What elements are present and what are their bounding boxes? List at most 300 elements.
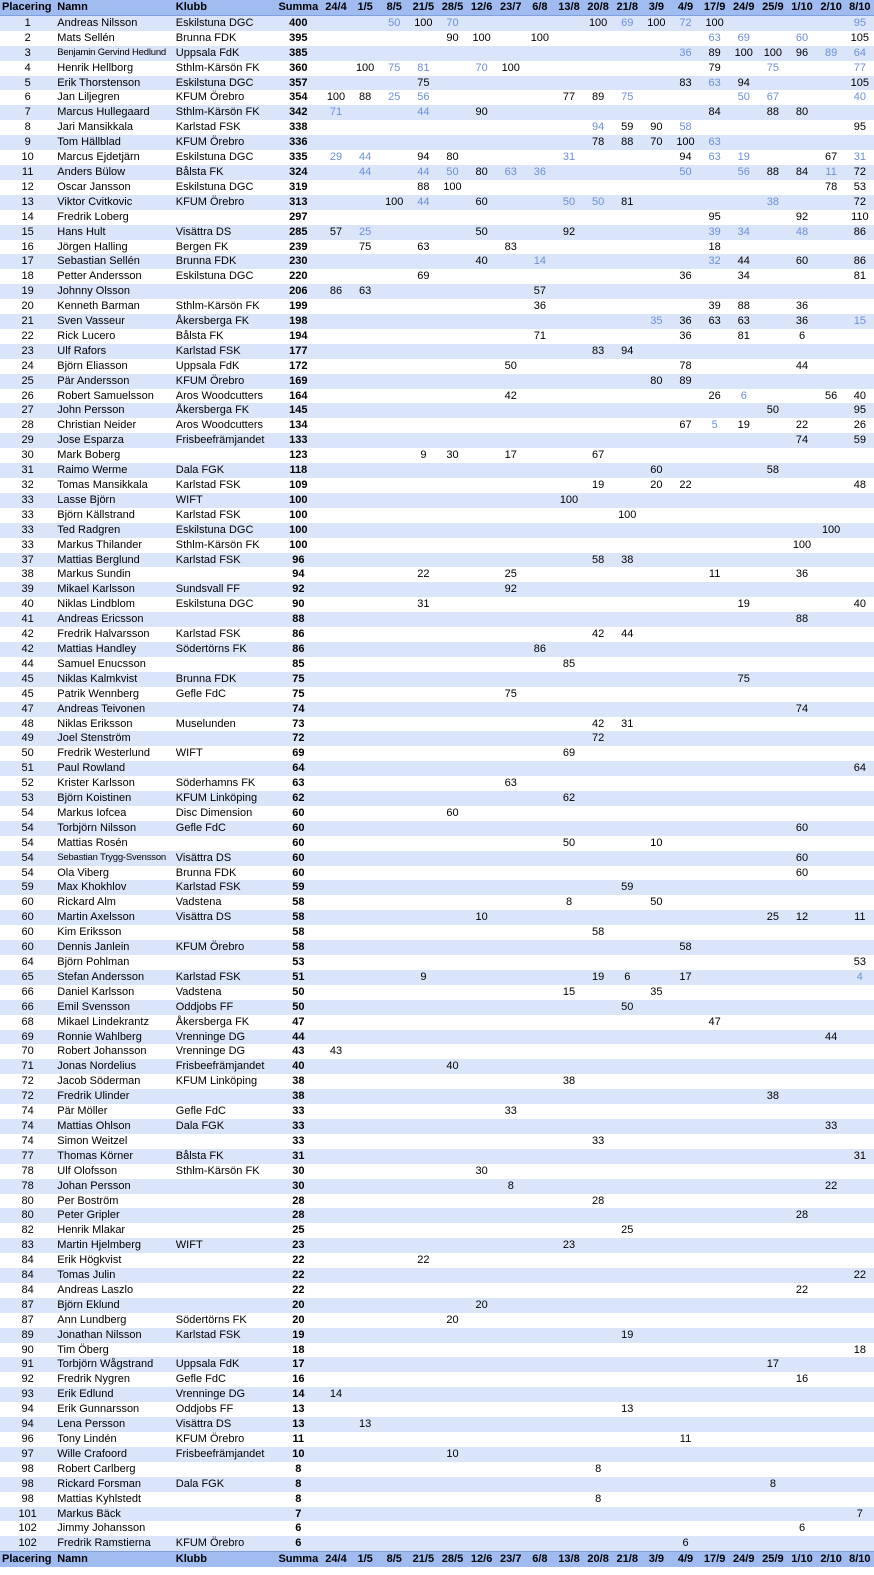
footer-col-header-name: Namn — [55, 1552, 174, 1567]
score-cell — [438, 1179, 467, 1194]
score-cell — [584, 1223, 613, 1238]
score-cell — [467, 1149, 496, 1164]
score-cell: 63 — [496, 165, 525, 180]
score-cell — [700, 717, 729, 732]
score-cell — [496, 791, 525, 806]
score-cell — [496, 1194, 525, 1209]
score-cell: 33 — [817, 1119, 846, 1134]
col-header-date: 21/5 — [409, 0, 438, 15]
score-cell — [729, 746, 758, 761]
score-cell — [787, 90, 816, 105]
score-cell: 100 — [351, 61, 380, 76]
club-cell: KFUM Linköping — [174, 1074, 275, 1089]
score-cell — [321, 582, 350, 597]
score-cell — [321, 1179, 350, 1194]
sum-cell: 319 — [275, 180, 321, 195]
table-row — [0, 448, 874, 463]
score-cell — [554, 135, 583, 150]
score-cell — [554, 597, 583, 612]
score-cell — [525, 1089, 554, 1104]
score-cell — [671, 880, 700, 895]
place-cell: 30 — [0, 448, 55, 463]
score-cell — [321, 1238, 350, 1253]
score-cell — [671, 1343, 700, 1358]
player-name-cell: Lena Persson — [55, 1417, 174, 1432]
score-cell — [729, 240, 758, 255]
place-cell: 98 — [0, 1492, 55, 1507]
score-cell — [846, 657, 874, 672]
club-cell: Södertörns FK — [174, 642, 275, 657]
score-cell — [817, 1387, 846, 1402]
table-row — [0, 1283, 874, 1298]
score-cell — [613, 910, 642, 925]
score-cell — [321, 1283, 350, 1298]
table-row — [0, 731, 874, 746]
place-cell: 40 — [0, 597, 55, 612]
score-cell — [642, 180, 671, 195]
score-cell: 50 — [467, 225, 496, 240]
score-cell — [321, 1328, 350, 1343]
score-cell — [700, 731, 729, 746]
player-name-cell: Tomas Mansikkala — [55, 478, 174, 493]
score-cell — [700, 1208, 729, 1223]
score-cell — [321, 866, 350, 881]
score-cell — [321, 910, 350, 925]
score-cell — [351, 299, 380, 314]
score-cell: 64 — [846, 761, 874, 776]
score-cell — [817, 1223, 846, 1238]
player-name-cell: Jacob Söderman — [55, 1074, 174, 1089]
score-cell — [351, 1313, 380, 1328]
table-row — [0, 1372, 874, 1387]
score-cell: 25 — [613, 1223, 642, 1238]
score-cell — [787, 940, 816, 955]
score-cell — [351, 1283, 380, 1298]
score-cell: 5 — [700, 418, 729, 433]
score-cell — [700, 746, 729, 761]
score-cell — [846, 1432, 874, 1447]
score-cell — [642, 1492, 671, 1507]
score-cell — [787, 880, 816, 895]
score-cell — [817, 1044, 846, 1059]
score-cell: 75 — [613, 90, 642, 105]
club-cell: Åkersberga FK — [174, 1015, 275, 1030]
score-cell — [787, 553, 816, 568]
score-cell — [787, 672, 816, 687]
score-cell — [409, 955, 438, 970]
score-cell — [496, 299, 525, 314]
score-cell — [438, 1507, 467, 1522]
place-cell: 8 — [0, 120, 55, 135]
header-row — [0, 0, 874, 15]
score-cell — [438, 478, 467, 493]
score-cell — [554, 1492, 583, 1507]
score-cell — [671, 567, 700, 582]
sum-cell: 230 — [275, 254, 321, 269]
score-cell — [642, 642, 671, 657]
player-name-cell: Petter Andersson — [55, 269, 174, 284]
score-cell: 43 — [321, 1044, 350, 1059]
score-cell: 38 — [613, 553, 642, 568]
score-cell: 12 — [787, 910, 816, 925]
score-cell: 44 — [729, 254, 758, 269]
player-name-cell: Fredrik Nygren — [55, 1372, 174, 1387]
score-cell: 53 — [846, 955, 874, 970]
score-cell: 9 — [409, 970, 438, 985]
score-cell — [380, 403, 409, 418]
score-cell — [409, 418, 438, 433]
score-cell — [409, 1208, 438, 1223]
score-cell — [351, 985, 380, 1000]
score-cell — [817, 418, 846, 433]
score-cell — [351, 1343, 380, 1358]
score-cell — [846, 1030, 874, 1045]
player-name-cell: Markus Thilander — [55, 538, 174, 553]
score-cell — [438, 314, 467, 329]
place-cell: 91 — [0, 1357, 55, 1372]
score-cell — [584, 1328, 613, 1343]
score-cell — [613, 597, 642, 612]
score-cell — [554, 254, 583, 269]
score-cell — [613, 1253, 642, 1268]
score-cell — [380, 478, 409, 493]
player-name-cell: Pär Möller — [55, 1104, 174, 1119]
footer-col-header-date: 20/8 — [584, 1552, 613, 1567]
score-cell — [758, 806, 787, 821]
score-cell — [467, 1432, 496, 1447]
score-cell — [729, 105, 758, 120]
place-cell: 54 — [0, 851, 55, 866]
score-cell — [729, 791, 758, 806]
table-row — [0, 1179, 874, 1194]
score-cell — [787, 776, 816, 791]
score-cell — [613, 240, 642, 255]
sum-cell: 338 — [275, 120, 321, 135]
score-cell — [700, 642, 729, 657]
score-cell — [438, 1119, 467, 1134]
score-cell — [380, 895, 409, 910]
score-cell — [321, 240, 350, 255]
score-cell — [438, 791, 467, 806]
sum-cell: 18 — [275, 1343, 321, 1358]
score-cell: 92 — [787, 210, 816, 225]
score-cell — [409, 1164, 438, 1179]
table-row — [0, 389, 874, 404]
score-cell: 39 — [700, 299, 729, 314]
score-cell — [409, 210, 438, 225]
score-cell — [409, 880, 438, 895]
score-cell — [729, 1387, 758, 1402]
score-cell — [380, 1492, 409, 1507]
score-cell — [554, 761, 583, 776]
score-cell — [380, 582, 409, 597]
score-cell: 100 — [525, 31, 554, 46]
score-cell — [525, 895, 554, 910]
score-cell: 95 — [846, 403, 874, 418]
club-cell: Aros Woodcutters — [174, 389, 275, 404]
score-cell — [467, 120, 496, 135]
table-row — [0, 1194, 874, 1209]
score-cell — [817, 329, 846, 344]
footer-col-header-date: 3/9 — [642, 1552, 671, 1567]
score-cell: 60 — [438, 806, 467, 821]
score-cell — [817, 493, 846, 508]
score-cell — [671, 1223, 700, 1238]
score-cell: 105 — [846, 31, 874, 46]
place-cell: 28 — [0, 418, 55, 433]
score-cell — [642, 1521, 671, 1536]
score-cell — [351, 642, 380, 657]
player-name-cell: Mattias Kyhlstedt — [55, 1492, 174, 1507]
score-cell — [467, 240, 496, 255]
score-cell — [525, 538, 554, 553]
score-cell — [671, 299, 700, 314]
score-cell — [671, 925, 700, 940]
place-cell: 37 — [0, 553, 55, 568]
score-cell — [467, 1462, 496, 1477]
footer-col-header-date: 6/8 — [525, 1552, 554, 1567]
score-cell — [584, 225, 613, 240]
place-cell: 6 — [0, 90, 55, 105]
score-cell — [554, 553, 583, 568]
score-cell — [409, 1387, 438, 1402]
score-cell — [438, 1521, 467, 1536]
score-cell — [846, 1164, 874, 1179]
score-cell — [554, 403, 583, 418]
score-cell — [321, 165, 350, 180]
score-cell: 50 — [554, 836, 583, 851]
score-cell — [613, 791, 642, 806]
score-cell — [817, 612, 846, 627]
score-cell — [380, 46, 409, 61]
score-cell — [409, 1432, 438, 1447]
score-cell — [787, 61, 816, 76]
footer-col-header-date: 21/8 — [613, 1552, 642, 1567]
score-cell: 44 — [409, 165, 438, 180]
score-cell — [729, 1402, 758, 1417]
score-cell — [758, 1462, 787, 1477]
score-cell — [321, 1223, 350, 1238]
score-cell — [438, 567, 467, 582]
score-cell: 105 — [846, 76, 874, 91]
sum-cell: 75 — [275, 672, 321, 687]
score-cell — [758, 76, 787, 91]
score-cell: 81 — [409, 61, 438, 76]
score-cell: 62 — [554, 791, 583, 806]
score-cell — [671, 284, 700, 299]
score-cell — [496, 1521, 525, 1536]
score-cell — [351, 76, 380, 91]
sum-cell: 60 — [275, 821, 321, 836]
score-cell — [729, 374, 758, 389]
club-cell: Karlstad FSK — [174, 508, 275, 523]
score-cell — [729, 1417, 758, 1432]
score-cell — [758, 150, 787, 165]
score-cell — [380, 374, 409, 389]
score-cell — [467, 46, 496, 61]
score-cell — [554, 314, 583, 329]
score-cell — [642, 1119, 671, 1134]
score-cell — [321, 195, 350, 210]
score-cell — [321, 731, 350, 746]
score-cell — [671, 1208, 700, 1223]
score-cell — [467, 687, 496, 702]
score-cell — [467, 463, 496, 478]
score-cell — [496, 1298, 525, 1313]
club-cell: Karlstad FSK — [174, 1328, 275, 1343]
score-cell — [554, 1030, 583, 1045]
score-cell — [438, 836, 467, 851]
score-cell — [729, 582, 758, 597]
score-cell: 94 — [409, 150, 438, 165]
player-name-cell: Wille Crafoord — [55, 1447, 174, 1462]
score-cell — [351, 1074, 380, 1089]
score-cell — [496, 746, 525, 761]
score-cell — [380, 1521, 409, 1536]
score-cell — [380, 1030, 409, 1045]
score-cell: 95 — [700, 210, 729, 225]
sum-cell: 60 — [275, 836, 321, 851]
score-cell — [409, 329, 438, 344]
score-cell — [584, 329, 613, 344]
score-cell: 15 — [554, 985, 583, 1000]
score-cell — [554, 105, 583, 120]
score-cell — [525, 478, 554, 493]
score-cell — [758, 940, 787, 955]
sum-cell: 324 — [275, 165, 321, 180]
score-cell — [584, 1477, 613, 1492]
place-cell: 82 — [0, 1223, 55, 1238]
score-cell — [817, 135, 846, 150]
place-cell: 89 — [0, 1328, 55, 1343]
score-cell — [700, 970, 729, 985]
score-cell — [642, 225, 671, 240]
place-cell: 60 — [0, 940, 55, 955]
score-cell — [380, 731, 409, 746]
score-cell — [700, 1238, 729, 1253]
score-cell — [671, 1462, 700, 1477]
club-cell — [174, 1507, 275, 1522]
player-name-cell: Jörgen Halling — [55, 240, 174, 255]
score-cell — [700, 329, 729, 344]
footer-col-header-date: 4/9 — [671, 1552, 700, 1567]
score-cell — [525, 1268, 554, 1283]
score-cell — [351, 910, 380, 925]
score-cell — [584, 761, 613, 776]
player-name-cell: Ann Lundberg — [55, 1313, 174, 1328]
player-name-cell: Ola Viberg — [55, 866, 174, 881]
score-cell — [584, 940, 613, 955]
score-cell — [525, 359, 554, 374]
score-cell — [846, 1283, 874, 1298]
score-cell — [671, 493, 700, 508]
score-cell — [351, 15, 380, 30]
score-cell — [671, 1149, 700, 1164]
score-cell — [671, 985, 700, 1000]
score-cell — [438, 851, 467, 866]
score-cell — [554, 508, 583, 523]
score-cell — [351, 1536, 380, 1551]
club-cell: Brunna FDK — [174, 866, 275, 881]
sum-cell: 38 — [275, 1089, 321, 1104]
score-cell — [671, 866, 700, 881]
score-cell: 8 — [758, 1477, 787, 1492]
score-cell — [817, 1149, 846, 1164]
score-cell — [758, 1208, 787, 1223]
score-cell — [380, 746, 409, 761]
sum-cell: 342 — [275, 105, 321, 120]
player-name-cell: Dennis Janlein — [55, 940, 174, 955]
score-cell — [496, 970, 525, 985]
score-cell — [438, 508, 467, 523]
score-cell — [351, 403, 380, 418]
score-cell: 6 — [671, 1536, 700, 1551]
score-cell — [467, 672, 496, 687]
score-cell — [729, 955, 758, 970]
score-cell — [758, 985, 787, 1000]
score-cell — [351, 46, 380, 61]
score-cell — [321, 567, 350, 582]
score-cell: 70 — [438, 15, 467, 30]
table-row — [0, 418, 874, 433]
score-cell — [700, 836, 729, 851]
score-cell — [496, 1462, 525, 1477]
score-cell: 63 — [496, 776, 525, 791]
score-cell — [351, 493, 380, 508]
score-cell — [787, 478, 816, 493]
score-cell: 100 — [613, 508, 642, 523]
score-cell — [438, 612, 467, 627]
score-cell — [409, 910, 438, 925]
score-cell — [321, 687, 350, 702]
score-cell — [671, 1000, 700, 1015]
score-cell — [438, 1044, 467, 1059]
place-cell: 94 — [0, 1417, 55, 1432]
score-cell — [496, 314, 525, 329]
col-header-club: Klubb — [174, 0, 275, 15]
score-cell: 56 — [817, 389, 846, 404]
score-cell — [700, 403, 729, 418]
table-row — [0, 314, 874, 329]
score-cell — [438, 1372, 467, 1387]
club-cell: Eskilstuna DGC — [174, 523, 275, 538]
place-cell: 54 — [0, 866, 55, 881]
score-cell — [525, 76, 554, 91]
score-cell — [642, 1253, 671, 1268]
score-cell — [409, 806, 438, 821]
score-cell — [758, 955, 787, 970]
score-cell — [642, 389, 671, 404]
score-cell — [409, 1521, 438, 1536]
score-cell — [351, 1044, 380, 1059]
score-cell — [846, 299, 874, 314]
score-cell — [380, 418, 409, 433]
sum-cell: 64 — [275, 761, 321, 776]
score-cell — [700, 165, 729, 180]
score-cell — [321, 299, 350, 314]
score-cell — [525, 1521, 554, 1536]
score-cell — [729, 1507, 758, 1522]
score-cell — [758, 240, 787, 255]
col-header-date: 13/8 — [554, 0, 583, 15]
score-cell — [817, 970, 846, 985]
score-cell — [700, 1298, 729, 1313]
score-cell — [700, 538, 729, 553]
club-cell — [174, 1208, 275, 1223]
club-cell: WIFT — [174, 493, 275, 508]
score-cell: 50 — [380, 15, 409, 30]
score-cell — [729, 180, 758, 195]
